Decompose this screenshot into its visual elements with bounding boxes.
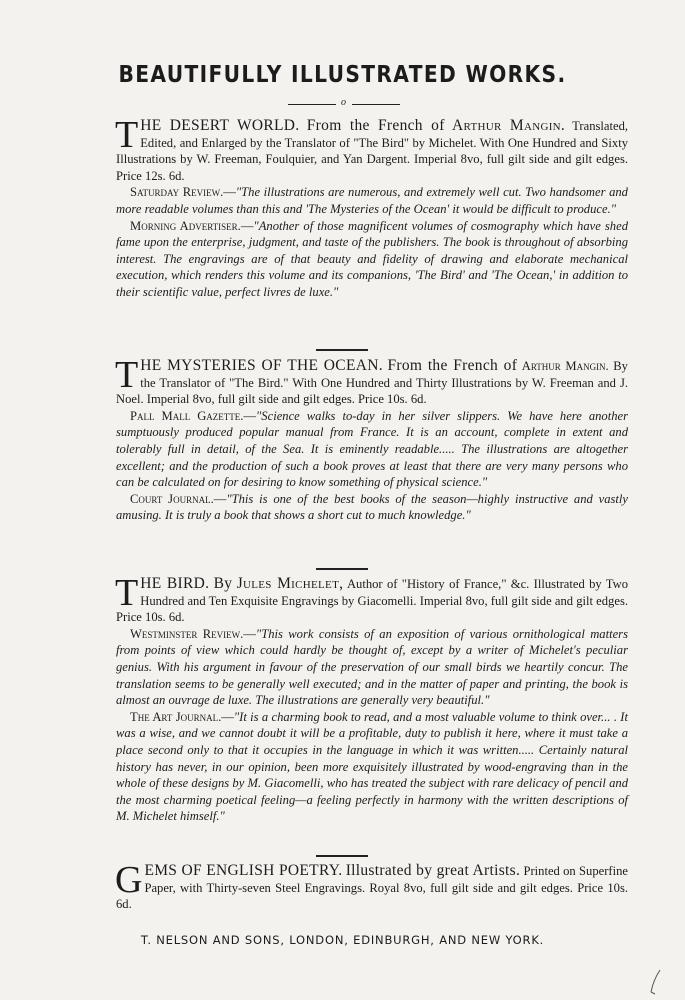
entry-description: [115, 354, 628, 408]
entry-the-bird: [115, 572, 628, 825]
drop-cap: G: [115, 859, 143, 901]
entry-heading: EMS OF ENGLISH POETRY.: [144, 862, 343, 879]
pencil-mark-icon: [646, 968, 666, 996]
ornament-line-right: [352, 104, 400, 105]
entry-heading: HE MYSTERIES OF THE OCEAN.: [140, 357, 383, 374]
entry-body: Author of "History of France," &c. Illustrated by Two Hundred and Ten Exquisite Engravings by Giacomelli. Imperial 8vo, full gilt side and gilt edges. Price 10s. 6d.: [116, 577, 628, 625]
entry-desert-world: [115, 114, 629, 301]
review-quote: "This work consists of an exposition of various ornithological matters from points of view which could hardly be thought of, except by a writer of Michelet's peculiar genius. With his argument in favour of the preservation of our small birds we heartily concur. The translation seems to be generally well executed; and in the matter of paper and printing, the book is almost an ouvrage de luxe. The illustrations are generally very beautiful.": [116, 626, 628, 708]
publisher-footer: T. NELSON AND SONS, LONDON, EDINBURGH, AND NEW YORK.: [140, 933, 545, 947]
entry-description: [115, 114, 629, 184]
entry-heading-rest: From the French of: [306, 117, 445, 134]
review-quote: "Science walks to-day in her silver slippers. We have here another sumptuously produced popular manual from France. It is an account, complete in extent and tolerably full in detail, of the Sea. It is eminently readable..... The illustrations are altogether excellent; and the production of such a book proves at least that there are very many persons who can be calculated on for desiring to know something of physical science.": [116, 408, 628, 490]
entry-gems-of-english-poetry: [115, 859, 628, 913]
review: [116, 491, 628, 524]
ornament-line-left: [288, 104, 336, 105]
review-source: The Art Journal.—: [130, 709, 234, 724]
title-ornament-rule: [288, 97, 400, 109]
review: [116, 184, 628, 217]
entry-mysteries-of-the-ocean: [115, 354, 628, 524]
entry-author: Arthur Mangin.: [451, 117, 566, 134]
review-source: Pall Mall Gazette.—: [130, 408, 257, 423]
review-source: Court Journal.—: [130, 491, 227, 506]
ornament-o: o: [341, 97, 346, 108]
entry-author: Arthur Mangin.: [521, 359, 609, 373]
section-divider: [316, 349, 368, 351]
entry-heading-rest: By: [213, 575, 233, 592]
drop-cap: T: [115, 114, 139, 156]
drop-cap: T: [115, 572, 139, 614]
entry-author: Jules Michelet,: [236, 575, 344, 592]
page-title: BEAUTIFULLY ILLUSTRATED WORKS.: [118, 62, 567, 88]
review-quote: "The illustrations are numerous, and extremely well cut. Two handsomer and more readable volumes than this and 'The Mysteries of the Ocean' it would be difficult to produce.": [116, 185, 628, 216]
entry-description: [115, 572, 628, 626]
entry-heading-rest: From the French of: [387, 357, 518, 374]
review-source: Westminster Review.—: [130, 626, 256, 641]
section-divider: [316, 855, 368, 857]
entry-body: Printed on Superfine Paper, with Thirty-seven Steel Engravings. Royal 8vo, full gilt side and gilt edges. Price 10s. 6d.: [116, 864, 628, 912]
review-quote: "This is one of the best books of the season—highly instructive and vastly amusing. It is truly a book that shows a short cut to much knowledge.": [116, 491, 628, 523]
review: [116, 218, 628, 301]
review-quote: "Another of those magnificent volumes of cosmography which have shed fame upon the enterprise, judgment, and taste of the publishers. The book is throughout of absorbing interest. The engravings are of that beauty and fidelity of drawing and elaborate mechanical execution, which renders this volume and its companions, 'The Bird' and 'The Ocean,' in addition to their scientific value, perfect livres de luxe.": [116, 218, 628, 299]
review-source: Morning Advertiser.—: [130, 218, 254, 233]
section-divider: [316, 568, 368, 570]
review-quote: "It is a charming book to read, and a most valuable volume to think over... . It was a wise, and we cannot doubt it will be a profitable, duty to publish it here, where it must take a place second only to that it occupies in the language in which it was written..... Certainly natural history has never, in our opinion, been more exquisitely illustrated by wood-engraving than in the whole of these designs by M. Giacomelli, who has treated the subject with rare delicacy of pencil and the most charming poetical feeling—a feeling perfectly in harmony with the written descriptions of M. Michelet himself.": [116, 709, 628, 824]
entry-heading: HE BIRD.: [140, 575, 210, 592]
review-source: Saturday Review.—: [130, 185, 236, 200]
review: [116, 709, 628, 825]
review: [116, 626, 628, 709]
entry-heading: HE DESERT WORLD.: [140, 117, 300, 134]
entry-body: By the Translator of "The Bird." With One Hundred and Thirty Illustrations by W. Freeman and J. Noel. Imperial 8vo, full gilt side and gilt edges. Price 10s. 6d.: [116, 359, 628, 407]
review: [116, 408, 628, 491]
entry-body: Translated, Edited, and Enlarged by the Translator of "The Bird" by Michelet. With One Hundred and Sixty Illustrations by W. Freeman, Foulquier, and Yan Dargent. Imperial 8vo, full gilt side and gilt edges. Price 12s. 6d.: [116, 119, 629, 183]
entry-heading-rest: Illustrated by great Artists.: [345, 862, 521, 879]
entry-description: [115, 859, 628, 913]
drop-cap: T: [115, 354, 139, 396]
